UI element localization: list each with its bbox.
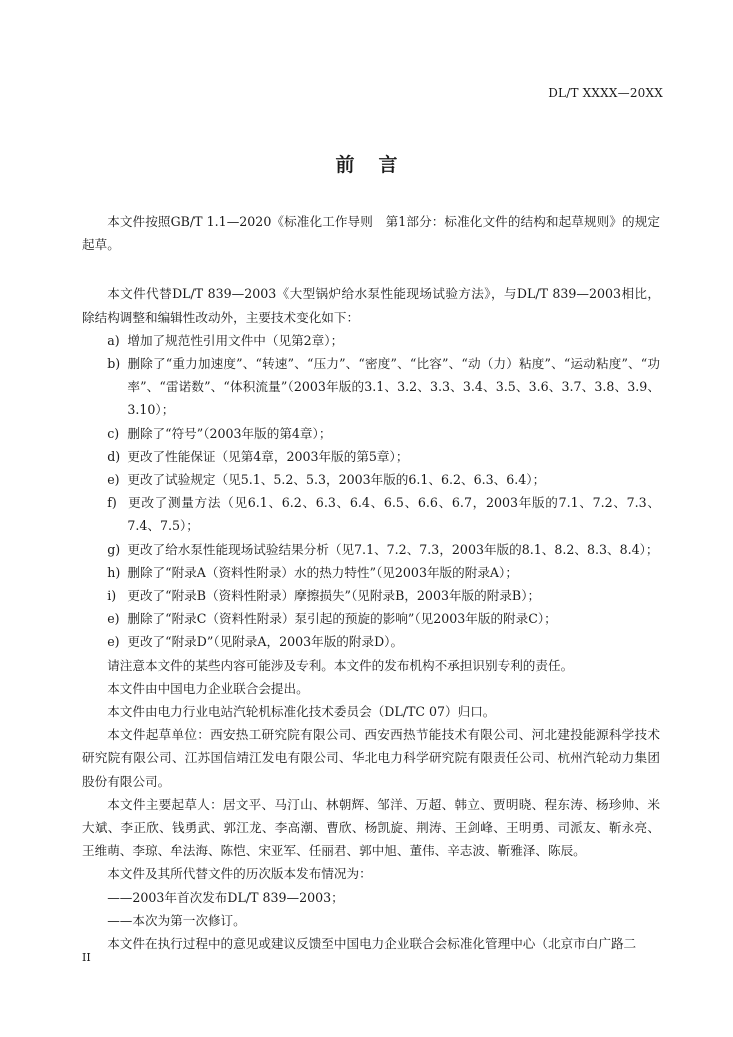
technical-changes-list <box>82 329 660 654</box>
change-item <box>82 491 660 537</box>
history-item: ——本次为第一次修订。 <box>107 912 246 928</box>
change-item-text: 删除了“重力加速度”、“转速”、“压力”、“密度”、“比容”、“动（力）粘度”、“运动粘度”、“功率”、“雷诺数”、“体积流量”（2003年版的3.1、3.2、3.3、3.4、3.5、3.6、3.7、3.8、3.9、3.10）； <box>127 356 660 418</box>
paragraph-replacement: 本文件代替DL/T 839—2003《大型锅炉给水泵性能现场试验方法》，与DL/T 839—2003相比，除结构调整和编辑性改动外，主要技术变化如下： <box>82 286 660 325</box>
change-item-label: g) <box>107 541 121 557</box>
paragraph-owner: 本文件由电力行业电站汽轮机标准化技术委员会（DL/TC 07）归口。 <box>107 704 496 720</box>
page-number: II <box>82 951 91 964</box>
paragraph-spacer <box>82 256 660 282</box>
change-item-label: b) <box>107 356 121 372</box>
change-item-text: 更改了测量方法（见6.1、6.2、6.3、6.4、6.5、6.6、6.7，2003年版的7.1、7.2、7.3、7.4、7.5）； <box>127 495 660 534</box>
change-item-label: h) <box>107 564 121 580</box>
paragraph-drafting-units: 本文件起草单位：西安热工研究院有限公司、西安西热节能技术有限公司、河北建投能源科学技术研究院有限公司、江苏国信靖江发电有限公司、华北电力科学研究院有限责任公司、杭州汽轮动力集团股份有限公司。 <box>82 727 660 789</box>
change-item-text: 更改了性能保证（见第4章，2003年版的第5章）； <box>127 448 409 464</box>
paragraph-patent-notice: 请注意本文件的某些内容可能涉及专利。本文件的发布机构不承担识别专利的责任。 <box>107 657 574 673</box>
change-item-label: d) <box>107 448 121 464</box>
change-item-label: f) <box>107 495 117 511</box>
change-item-label: e) <box>107 472 120 488</box>
change-item-text: 更改了“附录D”（见附录A，2003年版的附录D）。 <box>127 634 404 650</box>
change-item <box>82 630 660 653</box>
change-item <box>82 352 660 422</box>
change-item <box>82 561 660 584</box>
document-body <box>82 210 660 955</box>
paragraph-feedback: 本文件在执行过程中的意见或建议反馈至中国电力企业联合会标准化管理中心（北京市白广路二 <box>107 936 637 952</box>
change-item <box>82 445 660 468</box>
change-item-label: i) <box>107 588 117 604</box>
change-item-text: 删除了“附录C（资料性附录）泵引起的预旋的影响”（见2003年版的附录C）； <box>127 611 557 627</box>
paragraph-drafting-basis: 本文件按照GB/T 1.1—2020《标准化工作导则 第1部分：标准化文件的结构和起草规则》的规定起草。 <box>82 214 660 253</box>
document-code: DL/T XXXX—20XX <box>548 86 663 100</box>
change-item-text: 删除了“附录A（资料性附录）水的热力特性”（见2003年版的附录A）； <box>127 564 518 580</box>
change-item-text: 更改了“附录B（资料性附录）摩擦损失”（见附录B，2003年版的附录B）； <box>127 588 541 604</box>
history-item: ——2003年首次发布DL/T 839—2003； <box>107 889 344 905</box>
change-item-label: a) <box>107 332 120 348</box>
paragraph-drafters: 本文件主要起草人：居文平、马汀山、林朝辉、邹洋、万超、韩立、贾明晓、程东涛、杨珍帅、米大斌、李正欣、钱勇武、郭江龙、李高潮、曹欣、杨凯旋、荆涛、王剑峰、王明勇、司派友、靳永亮、王维萌、李琼、牟法海、陈恺、宋亚军、任丽君、郭中旭、董伟、辛志波、靳雅泽、陈辰。 <box>82 796 660 859</box>
change-item-text: 删除了“符号”（2003年版的第4章）； <box>127 425 332 441</box>
change-item-label: e) <box>107 611 120 627</box>
paragraph-history-intro: 本文件及其所代替文件的历次版本发布情况为： <box>107 866 372 882</box>
change-item <box>82 329 660 352</box>
change-item <box>82 538 660 561</box>
change-item <box>82 584 660 607</box>
change-item-label: c) <box>107 425 120 441</box>
page-title: 前言 <box>335 154 422 176</box>
change-item <box>82 422 660 445</box>
change-item <box>82 607 660 630</box>
paragraph-proposer: 本文件由中国电力企业联合会提出。 <box>107 680 309 696</box>
change-item-text: 更改了给水泵性能现场试验结果分析（见7.1、7.2、7.3，2003年版的8.1、8.2、8.3、8.4）； <box>127 541 659 557</box>
change-item-label: e) <box>107 634 120 650</box>
change-item <box>82 468 660 491</box>
change-item-text: 增加了规范性引用文件中（见第2章）； <box>127 332 344 348</box>
change-item-text: 更改了试验规定（见5.1、5.2、5.3，2003年版的6.1、6.2、6.3、6.4）； <box>127 472 546 488</box>
